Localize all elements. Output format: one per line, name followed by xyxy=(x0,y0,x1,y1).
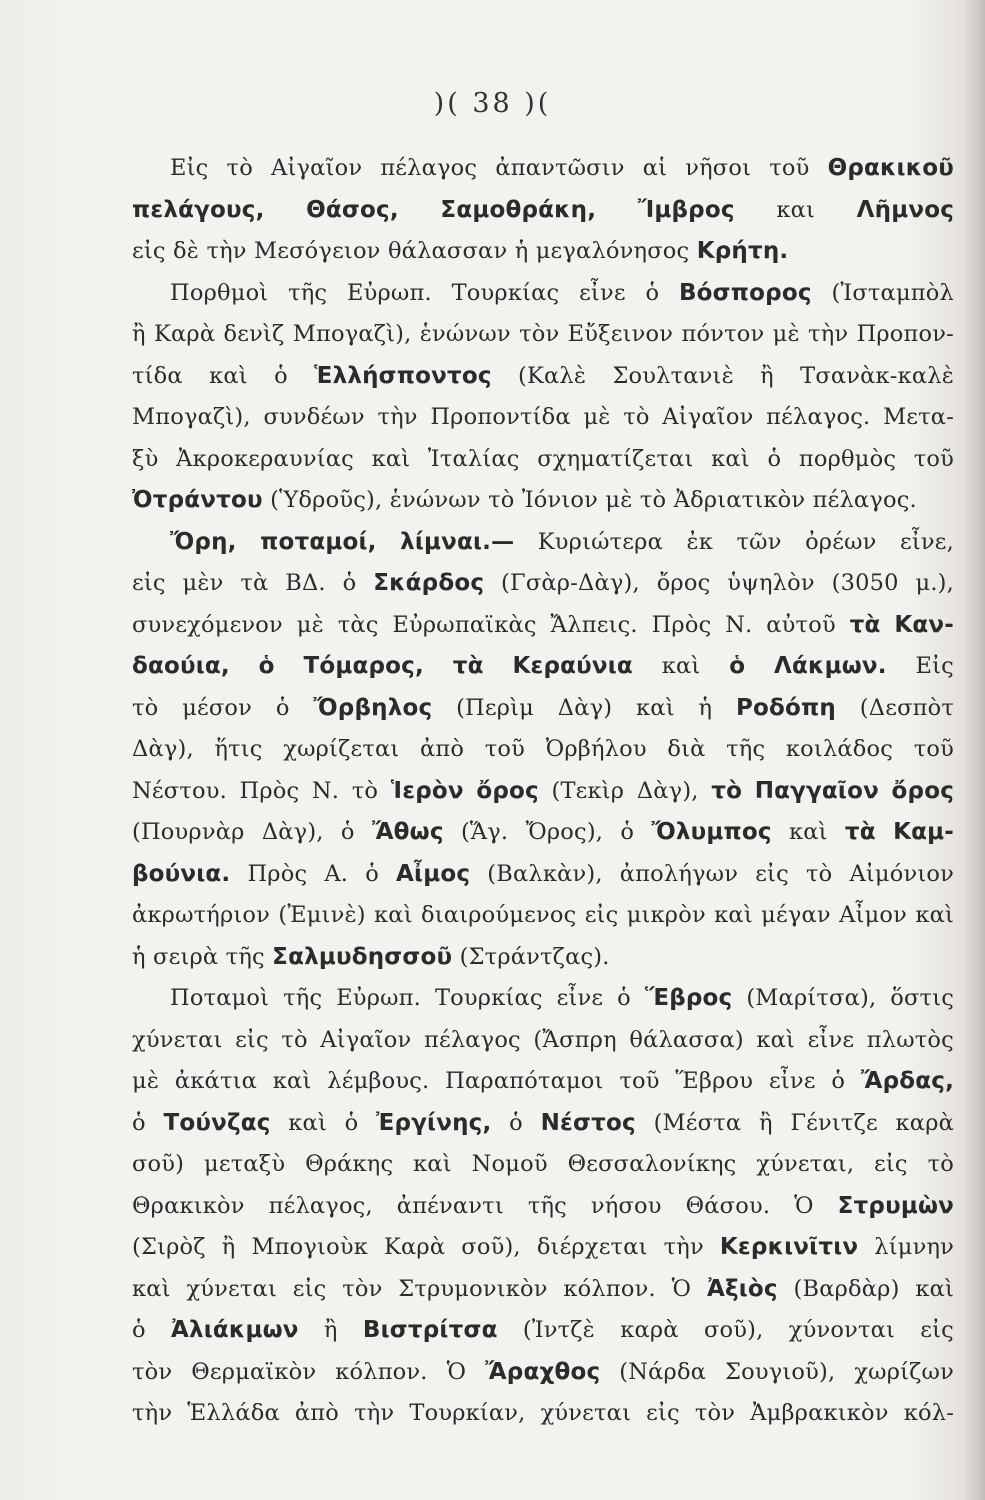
text-line: (Σιρὸζ ἢ Μπογιοὺκ Καρὰ σοῦ), διέρχεται τὴν Κερκινῖτιν λίμνην xyxy=(132,1234,955,1260)
text-line: Νέστου. Πρὸς Ν. τὸ Ἱερὸν ὄρος (Τεκὶρ Δὰγ), τὸ Παγγαῖον ὄρος xyxy=(132,777,955,804)
text-line: τὸ μέσον ὁ Ὄρβηλος (Περὶμ Δὰγ) καὶ ἡ Ροδόπη (Δεσπὸτ xyxy=(132,694,955,721)
text-line: Ὀτράντου (Ὑδροῦς), ἑνώνων τὸ Ἰόνιον μὲ τὸ Ἀδριατικὸν πέλαγος. xyxy=(132,487,917,513)
text-line: Δὰγ), ἥτις χωρίζεται ἀπὸ τοῦ Ὀρβήλου διὰ τῆς κοιλάδος τοῦ xyxy=(132,736,955,762)
text-line: Μπογαζὶ), συνδέων τὴν Προποντίδα μὲ τὸ Αἰγαῖον πέλαγος. Μετα- xyxy=(132,404,955,430)
page-number: )( 38 )( xyxy=(433,88,552,119)
text-line: ἡ σειρὰ τῆς Σαλμυδησσοῦ (Στράντζας). xyxy=(132,943,610,970)
text-line: εἰς μὲν τὰ ΒΔ. ὁ Σκάρδος (Γσὰρ-Δὰγ), ὄρος ὑψηλὸν (3050 μ.), xyxy=(132,570,955,596)
text-line: καὶ χύνεται εἰς τὸν Στρυμονικὸν κόλπον. Ὁ Ἀξιὸς (Βαρδὰρ) καὶ xyxy=(132,1275,955,1302)
text-line: (Πουρνὰρ Δὰγ), ὁ Ἄθως (Ἅγ. Ὄρος), ὁ Ὄλυμπος καὶ τὰ Καμ- xyxy=(132,819,954,845)
text-line: Ὄρη, ποταμοί, λίμναι.— Κυριώτερα ἐκ τῶν ὀρέων εἶνε, xyxy=(170,528,954,555)
text-line: ὁ Τούνζας καὶ ὁ Ἐργίνης, ὁ Νέστος (Μέστα ἢ Γένιτζε καρὰ xyxy=(132,1109,955,1136)
text-line: ἢ Καρὰ δενὶζ Μπογαζὶ), ἑνώνων τὸν Εὔξεινον πόντον μὲ τὴν Προπον- xyxy=(132,321,954,347)
text-line: βούνια. Πρὸς Α. ὁ Αἶμος (Βαλκὰν), ἀπολήγων εἰς τὸ Αἰμόνιον xyxy=(132,860,955,887)
text-line: δαούια, ὁ Τόμαρος, τὰ Κεραύνια καὶ ὁ Λάκμων. Εἰς xyxy=(132,653,954,679)
text-line: Ποταμοὶ τῆς Εὐρωπ. Τουρκίας εἶνε ὁ Ἕβρος (Μαρίτσα), ὅστις xyxy=(170,985,955,1011)
text-line: Εἰς τὸ Αἰγαῖον πέλαγος ἀπαντῶσιν αἱ νῆσοι τοῦ Θρακικοῦ xyxy=(170,155,954,181)
paragraph xyxy=(132,978,954,1435)
paragraph xyxy=(132,148,954,273)
body-text xyxy=(132,148,954,1435)
text-line: τὴν Ἑλλάδα ἀπὸ τὴν Τουρκίαν, χύνεται εἰς τὸν Ἀμβρακικὸν κόλ- xyxy=(132,1400,955,1426)
text-line: μὲ ἀκάτια καὶ λέμβους. Παραπόταμοι τοῦ Ἕβρου εἶνε ὁ Ἄρδας, xyxy=(132,1068,955,1094)
text-line: πελάγους, Θάσος, Σαμοθράκη, Ἴμβρος και Λῆμνος xyxy=(132,196,955,223)
paragraph xyxy=(132,522,954,979)
text-line: ἀκρωτήριον (Ἐμινὲ) καὶ διαιρούμενος εἰς μικρὸν καὶ μέγαν Αἶμον καὶ xyxy=(132,902,955,928)
text-line: σοῦ) μεταξὺ Θράκης καὶ Νομοῦ Θεσσαλονίκης χύνεται, εἰς τὸ xyxy=(132,1151,954,1177)
text-line: τίδα καὶ ὁ Ἑλλήσποντος (Καλὲ Σουλτανιὲ ἢ Τσανὰκ-καλὲ xyxy=(132,362,954,389)
text-line: Πορθμοὶ τῆς Εὐρωπ. Τουρκίας εἶνε ὁ Βόσπορος (Ἰσταμπὸλ xyxy=(170,279,954,306)
text-line: χύνεται εἰς τὸ Αἰγαῖον πέλαγος (Ἄσπρη θάλασσα) καὶ εἶνε πλωτὸς xyxy=(132,1026,954,1053)
text-line: Θρακικὸν πέλαγος, ἀπέναντι τῆς νήσου Θάσου. Ὁ Στρυμὼν xyxy=(132,1192,955,1219)
text-line: τὸν Θερμαϊκὸν κόλπον. Ὁ Ἄραχθος (Νάρδα Σουγιοῦ), χωρίζων xyxy=(132,1358,954,1385)
text-line: συνεχόμενον μὲ τὰς Εὐρωπαϊκὰς Ἄλπεις. Πρὸς Ν. αὐτοῦ τὰ Καν- xyxy=(132,611,955,638)
paragraph xyxy=(132,273,954,522)
text-line: εἰς δὲ τὴν Μεσόγειον θάλασσαν ἡ μεγαλόνησος Κρήτη. xyxy=(132,238,789,264)
text-line: ὁ Ἀλιάκμων ἢ Βιστρίτσα (Ἰντζὲ καρὰ σοῦ), χύνονται εἰς xyxy=(132,1317,954,1343)
text-line: ξὺ Ἀκροκεραυνίας καὶ Ἰταλίας σχηματίζεται καὶ ὁ πορθμὸς τοῦ xyxy=(132,445,955,472)
page-gutter-shadow xyxy=(963,0,985,1500)
